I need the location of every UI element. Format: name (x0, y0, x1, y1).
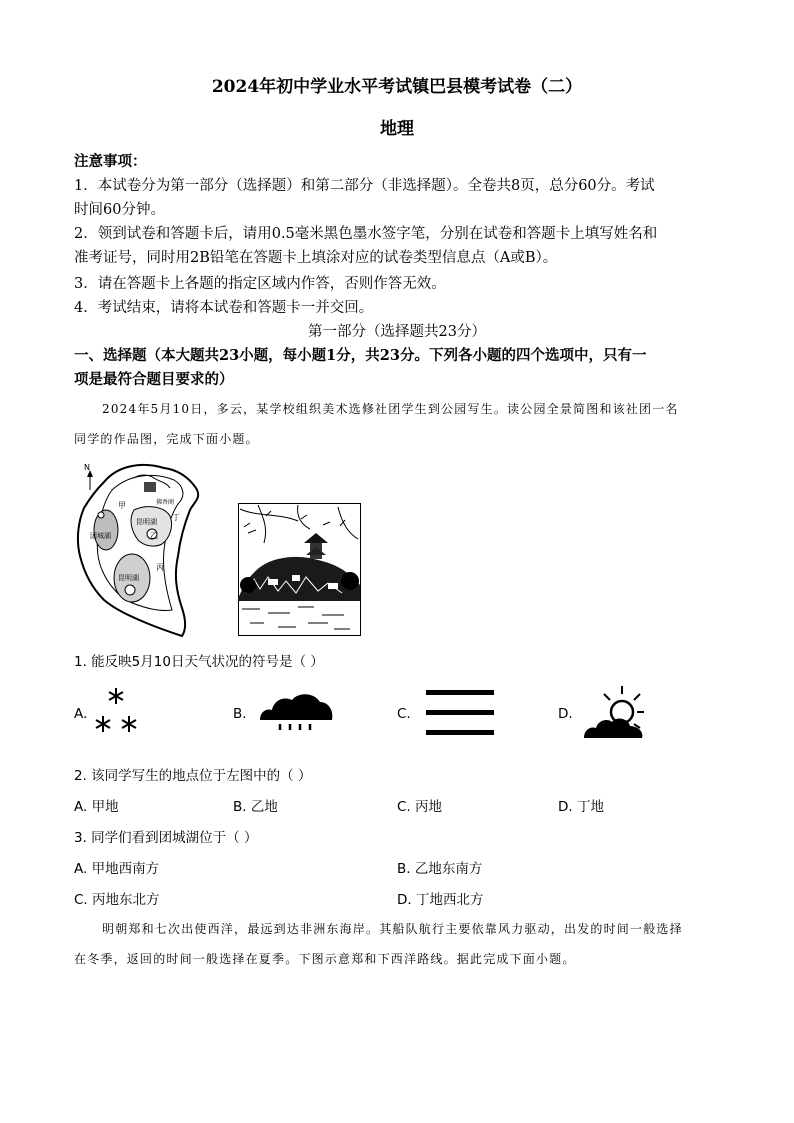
notice-line: 4．考试结束，请将本试卷和答题卡一并交回。 (74, 300, 374, 316)
q2-option-b[interactable]: B. 乙地 (233, 799, 278, 815)
partly-cloudy-icon[interactable] (582, 684, 646, 742)
tuancheng-lake-area (94, 510, 118, 550)
passage-text: 在冬季，返回的时间一般选择在夏季。下图示意郑和下西洋路线。据此完成下面小题。 (74, 952, 576, 966)
location-jia: 甲 (118, 501, 126, 510)
student-drawing-figure (238, 503, 361, 636)
q1-option-c-label[interactable]: C. (397, 706, 411, 722)
question-1-stem: 1. 能反映5月10日天气状况的符号是（ ） (74, 654, 324, 670)
notice-line: 2．领到试卷和答题卡后，请用0.5毫米黑色墨水签字笔，分别在试卷和答题卡上填写姓名和 (74, 226, 658, 242)
notice-line: 准考证号，同时用2B铅笔在答题卡上填涂对应的试卷类型信息点（A或B）。 (74, 250, 558, 266)
section-instruction: 项是最符合题目要求的） (74, 371, 234, 388)
question-2-stem: 2. 该同学写生的地点位于左图中的（ ） (74, 768, 312, 784)
location-yi: 乙 (150, 531, 158, 540)
snow-icon[interactable] (93, 684, 139, 740)
fog-icon[interactable] (424, 688, 496, 738)
question-3-stem: 3. 同学们看到团城湖位于（ ） (74, 830, 258, 846)
kunming-lake-south-label: 昆明湖 (118, 574, 139, 582)
park-map-figure (74, 460, 214, 638)
notice-line: 时间60分钟。 (74, 202, 165, 218)
q3-option-a[interactable]: A. 甲地西南方 (74, 861, 160, 877)
subject-title: 地理 (380, 119, 414, 139)
q1-option-b-label[interactable]: B. (233, 706, 247, 722)
notice-line: 3．请在答题卡上各题的指定区域内作答，否则作答无效。 (74, 276, 446, 292)
location-ding: 丁 (172, 513, 180, 522)
foxiangge-label: 佛香阁 (156, 499, 175, 506)
passage-text: 2024年5月10日，多云，某学校组织美术选修社团学生到公园写生。读公园全景简图和该社团一名 (102, 402, 679, 416)
q3-option-c[interactable]: C. 丙地东北方 (74, 892, 160, 908)
passage-text: 明朝郑和七次出使西洋，最远到达非洲东海岸。其船队航行主要依靠风力驱动，出发的时间一般选择 (102, 922, 683, 936)
rain-cloud-icon[interactable] (258, 690, 336, 736)
q1-option-a-label[interactable]: A. (74, 706, 88, 722)
section-instruction: 一、选择题（本大题共23小题，每小题1分，共23分。下列各小题的四个选项中，只有一 (74, 347, 647, 364)
location-bing: 丙 (156, 563, 164, 572)
q1-option-d-label[interactable]: D. (558, 706, 573, 722)
part-one-title: 第一部分（选择题共23分） (308, 324, 486, 340)
q2-option-d[interactable]: D. 丁地 (558, 799, 604, 815)
north-label: N (84, 463, 90, 472)
notice-line: 1．本试卷分为第一部分（选择题）和第二部分（非选择题）。全卷共8页，总分60分。考试 (74, 178, 655, 194)
kunming-lake-label: 昆明湖 (136, 518, 157, 526)
north-arrow-icon (84, 463, 93, 490)
passage-text: 同学的作品图，完成下面小题。 (74, 432, 259, 446)
notice-heading: 注意事项： (74, 153, 147, 170)
q3-option-b[interactable]: B. 乙地东南方 (397, 861, 483, 877)
tuancheng-lake-label: 团城湖 (90, 532, 111, 540)
q2-option-c[interactable]: C. 丙地 (397, 799, 443, 815)
q2-option-a[interactable]: A. 甲地 (74, 799, 119, 815)
q3-option-d[interactable]: D. 丁地西北方 (397, 892, 484, 908)
exam-title: 2024年初中学业水平考试镇巴县模考试卷（二） (211, 77, 583, 97)
